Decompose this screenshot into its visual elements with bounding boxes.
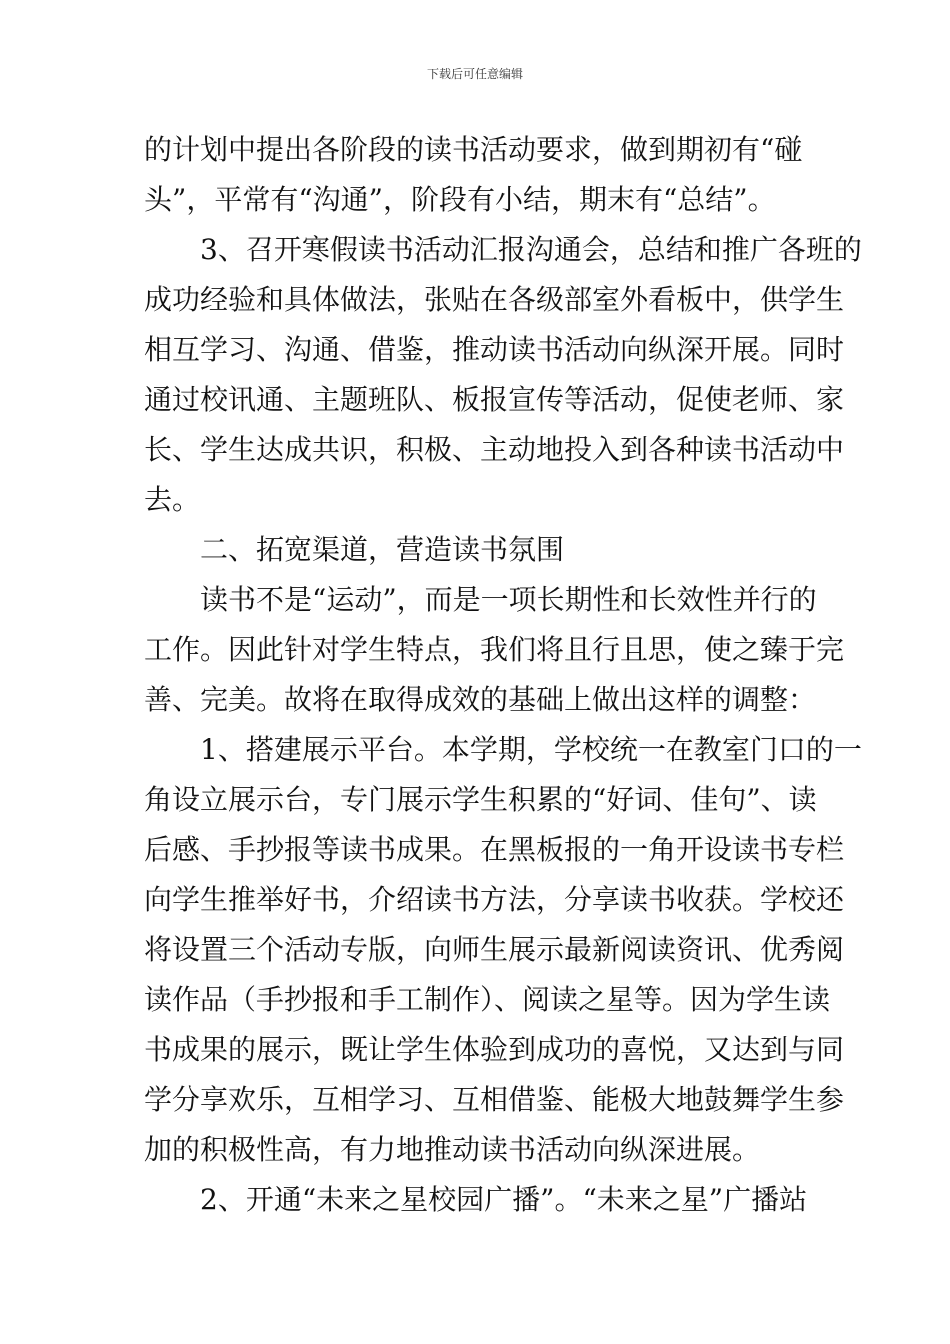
text-line: 将设置三个活动专版，向师生展示最新阅读资讯、优秀阅 [144,933,845,966]
text-line: 工作。因此针对学生特点，我们将且行且思，使之臻于完 [144,633,845,666]
text-line: 3、召开寒假读书活动汇报沟通会，总结和推广各班的 [144,233,862,266]
text-line: 加的积极性高，有力地推动读书活动向纵深进展。 [144,1133,761,1166]
text-line: 成功经验和具体做法，张贴在各级部室外看板中，供学生 [144,283,845,316]
text-line: 向学生推举好书，介绍读书方法，分享读书收获。学校还 [144,883,845,916]
text-line: 2、开通“未来之星校园广播”。“未来之星”广播站 [144,1183,808,1216]
text-line: 读作品（手抄报和手工制作）、阅读之星等。因为学生读 [144,983,831,1016]
page-header: 下载后可任意编辑 [426,67,523,81]
text-line: 1、搭建展示平台。本学期，学校统一在教室门口的一 [144,733,862,766]
text-line: 学分享欢乐，互相学习、互相借鉴、能极大地鼓舞学生参 [144,1083,845,1116]
text-line: 头”，平常有“沟通”，阶段有小结，期末有“总结”。 [144,183,776,216]
text-line: 角设立展示台，专门展示学生积累的“好词、佳句”、读 [144,783,817,816]
text-line: 长、学生达成共识，积极、主动地投入到各种读书活动中 [144,433,845,466]
text-line: 去。 [144,483,201,516]
text-line: 善、完美。故将在取得成效的基础上做出这样的调整： [144,683,817,716]
section-heading: 二、拓宽渠道，营造读书氛围 [144,533,565,566]
text-line: 读书不是“运动”，而是一项长期性和长效性并行的 [144,583,817,616]
text-line: 相互学习、沟通、借鉴，推动读书活动向纵深开展。同时 [144,333,845,366]
text-line: 通过校讯通、主题班队、板报宣传等活动，促使老师、家 [144,383,845,416]
text-line: 书成果的展示，既让学生体验到成功的喜悦，又达到与同 [144,1033,845,1066]
text-line: 的计划中提出各阶段的读书活动要求，做到期初有“碰 [144,133,803,166]
text-line: 后感、手抄报等读书成果。在黑板报的一角开设读书专栏 [144,833,845,866]
